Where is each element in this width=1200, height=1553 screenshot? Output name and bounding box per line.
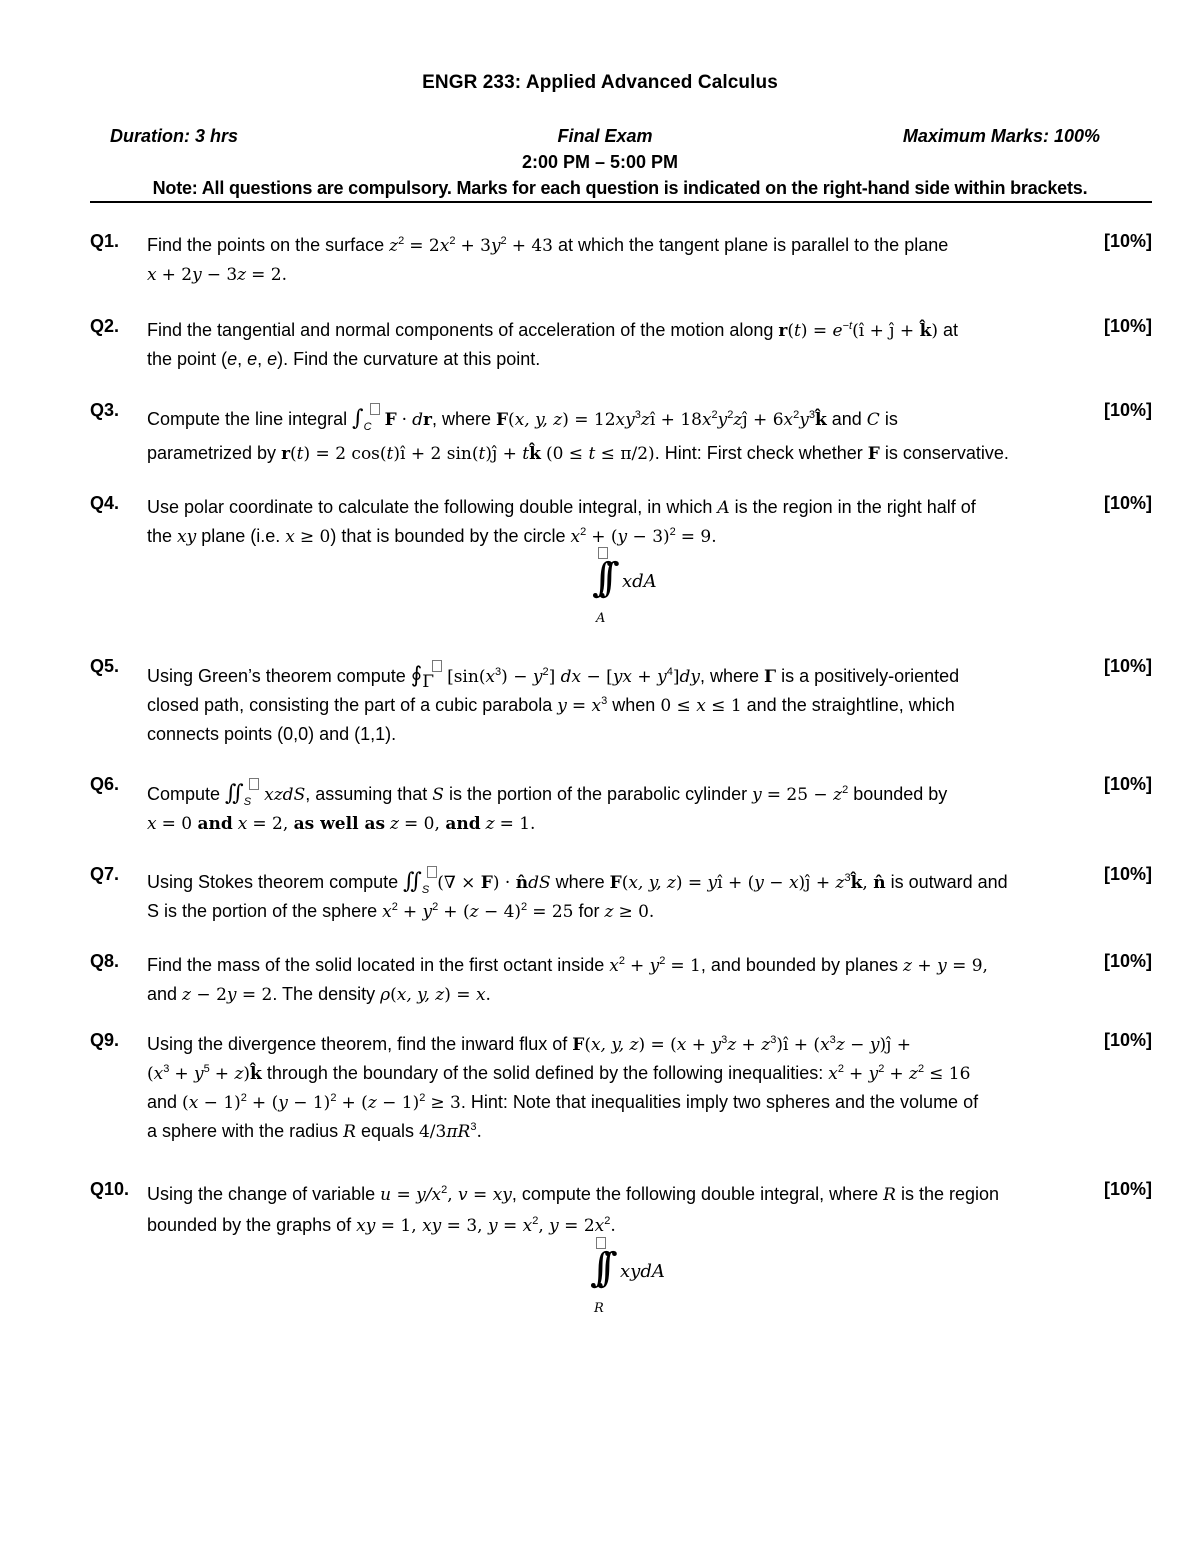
question-number: Q3. xyxy=(90,400,120,420)
question-number: Q4. xyxy=(90,493,120,513)
question-marks: [10%] xyxy=(1103,400,1152,420)
question-text: Find the mass of the solid located in the first octant inside $x^2 + y^2 = 1$, and bounded by planes z + y = 9, and z − 2y = 2. The density ρ(x, y, z) = x. xyxy=(147,955,988,1005)
question-text: Find the tangential and normal components of acceleration of the motion along $r(t) = e^{-t}(î$ + ĵ + k̂) at the point (e, e, e). Find the curvature at this point. xyxy=(147,320,958,369)
max-marks-label: Maximum Marks: 100% xyxy=(902,126,1100,146)
question-number: Q9. xyxy=(90,1030,120,1050)
question-marks: [10%] xyxy=(1103,656,1152,676)
question-marks: [10%] xyxy=(1103,1030,1152,1050)
question-text: Compute the line integral $\int_C$ F · dr, where F(x, y, $z) = 12xy^3zî$ + $18x^2y^2zĵ$ + $6x^2y^3k̂$ and C is parametrized by r(t) = 2 cos(t)î + 2 sin(t)ĵ + tk̂ (0 ≤ t ≤ π/2). Hint: First check whether F is conservative. xyxy=(147,402,1097,471)
question-number: Q6. xyxy=(90,774,120,794)
exam-note: Note: All questions are compulsory. Marks for each question is indicated on the right-hand side within brackets. xyxy=(152,178,1088,198)
question-number: Q5. xyxy=(90,656,120,676)
question-number: Q7. xyxy=(90,864,120,884)
exam-type-label: Final Exam xyxy=(557,126,653,146)
question-text: Using Stokes theorem compute $∬_S$ (∇ × F) · n̂dS where F(x, y, z) = yî + (y − x)ĵ + $z^3k̂$, n̂ is outward and S is the portion of the sphere $x^2 + y^2 + (z - 4)^2 = 25$ for z ≥ 0. xyxy=(147,866,1097,926)
course-title: ENGR 233: Applied Advanced Calculus xyxy=(422,72,778,93)
question-text: Use polar coordinate to calculate the following double integral, in which A is the region in the right half of the xy plane (i.e. x ≥ 0) that is bounded by the circle $x^2 + (y - 3)^2 = 9$. xyxy=(147,497,976,547)
question-marks: [10%] xyxy=(1103,316,1152,336)
question-number: Q2. xyxy=(90,316,120,336)
question-text: Using the change of variable $u = y/x^2$, v = xy, compute the following double integral, where R is the region bounded by the graphs of xy = 1, xy = 3, $y = x^2$, $y = 2x^2$. xyxy=(147,1184,1000,1236)
question-text: Compute $∬_S$ xzdS, assuming that S is the portion of the parabolic cylinder $y = 25 - z^2$ bounded by x = 0 and x = 2, as well as z = 0, and z = 1. xyxy=(147,778,1097,838)
exam-page: ENGR 233: Applied Advanced Calculus Duration: 3 hrs Final Exam Maximum Marks: 100% 2:00 PM – 5:00 PM Note: All questions are compulsory. Marks for each question is indicated on the right-hand side within brackets. Q1. Find the points on the surface $z^2 = 2x^2 + 3y^2 + 43$ at which the tangent plane is parallel to the plane x + 2y − 3z = 2. [10%] Q2. Find the tangential and normal components of acceleration of the motion along $r(t) = e^{-t}(î$ + ĵ + k̂) at the point (e, e, e). Find the curvature at this point. [10%] Q3. Compute the line integral $\int_C$ F · dr, where F(x, y, $z) = 12xy^3zî$ + $18x^2y^2zĵ$ + $6x^2y^3k̂$ and C is parametrized by r(t) = 2 cos(t)î + 2 sin(t)ĵ + tk̂ (0 ≤ t ≤ π/2). Hint: First check whether F is conservative. [10%] Q4. Use polar coordinate to calculate the following double integral, in which A is the region in the right half of the xy plane (i.e. x ≥ 0) that is bounded by the circle $x^2 + (y - 3)^2 = 9$. [10%] ∫∫ xdA A Q5. Using Green’s theorem compute $∮_\Gamma$ $[\sin(x^3) - y^2]$ dx − $[yx + y^4]dy$, where Γ is a positively-oriented closed path, consisting the part of a cubic parabola $y = x^3$ when 0 ≤ x ≤ 1 and the straightline, which connects points (0,0) and (1,1). [10%] Q6. Compute $∬_S$ xzdS, assuming that S is the portion of the parabolic cylinder $y = 25 - z^2$ bounded by x = 0 and x = 2, as well as z = 0, and z = 1. [10%] Q7. Using Stokes theorem compute $∬_S$ (∇ × F) · n̂dS where F(x, y, z) = yî + (y − x)ĵ + $z^3k̂$, n̂ is outward and S is the portion of the sphere $x^2 + y^2 + (z - 4)^2 = 25$ for z ≥ 0. [10%] Q8. Find the mass of the solid located in the first octant inside $x^2 + y^2 = 1$, and bounded by planes z + y = 9, and z − 2y = 2. The density ρ(x, y, z) = x. [10%] Q9. Using the divergence theorem, find the inward flux of F(x, y, $z) = (x + y^3z$ + $z^3)î + (x^3z$ − y)ĵ + ($x^3 + y^5$ + z)k̂ through the boundary of the solid defined by the following inequalities: $x^2 + y^2 + z^2 \le 16$ and $(x - 1)^2 + (y - 1)^2 + (z - 1)^2 \ge 3$. Hint: Note that inequalities imply two spheres and the volume of a sphere with the radius R equals $4/3\pi R^3$. [10%] Q10. Using the change of variable $u = y/x^2$, v = xy, compute the following double integral, where R is the region bounded by the graphs of xy = 1, xy = 3, $y = x^2$, $y = 2x^2$. [10%] ∫∫ xydA R xyxy=(0,0,1200,1553)
question-number: Q1. xyxy=(90,231,120,251)
question-text: Find the points on the surface $z^2 = 2x^2 + 3y^2 + 43$ at which the tangent plane is parallel to the plane x + 2y − 3z = 2. xyxy=(147,235,949,285)
question-text: Using Green’s theorem compute $∮_\Gamma$ $[\sin(x^3) - y^2]$ dx − $[yx + y^4]dy$, where Γ is a positively-oriented closed path, consisting the part of a cubic parabola $y = x^3$ when 0 ≤ x ≤ 1 and the straightline, which connects points (0,0) and (1,1). xyxy=(147,660,1097,748)
question-marks: [10%] xyxy=(1103,231,1152,251)
question-marks: [10%] xyxy=(1103,774,1152,794)
header-rule xyxy=(90,201,1152,203)
duration-label: Duration: 3 hrs xyxy=(110,126,239,146)
question-marks: [10%] xyxy=(1103,951,1152,971)
question-marks: [10%] xyxy=(1103,864,1152,884)
question-marks: [10%] xyxy=(1103,1179,1152,1199)
exam-time: 2:00 PM – 5:00 PM xyxy=(521,152,679,172)
question-marks: [10%] xyxy=(1103,493,1152,513)
question-number: Q8. xyxy=(90,951,120,971)
exam-meta-row xyxy=(110,126,1100,150)
question-text: Using the divergence theorem, find the inward flux of F(x, y, $z) = (x + y^3z$ + $z^3)î + (x^3z$ − y)ĵ + ($x^3 + y^5$ + z)k̂ through the boundary of the solid defined by the following inequalities: $x^2 + y^2 + z^2 \le 16$ and $(x - 1)^2 + (y - 1)^2 + (z - 1)^2 \ge 3$. Hint: Note that inequalities imply two spheres and the volume of a sphere with the radius R equals $4/3\pi R^3$. xyxy=(147,1034,979,1142)
question-number: Q10. xyxy=(90,1179,130,1199)
